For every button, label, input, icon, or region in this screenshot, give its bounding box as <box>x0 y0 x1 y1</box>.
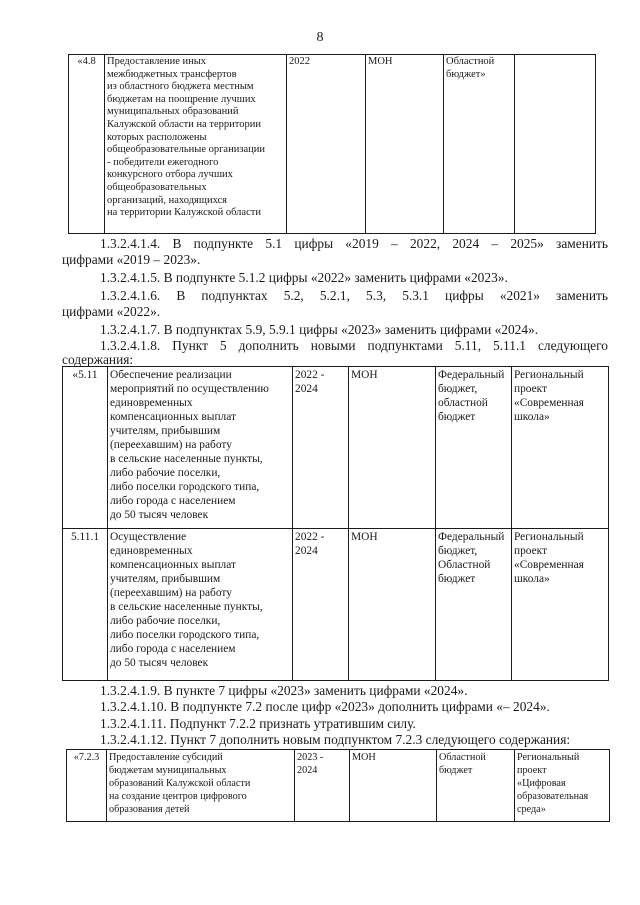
text-line: областной <box>438 397 488 409</box>
text-line: муниципальных образований <box>107 106 239 118</box>
text-line: учителям, прибывшим <box>110 573 221 585</box>
text-line: из областного бюджета местным <box>107 81 254 93</box>
item-description <box>108 367 293 529</box>
item-executor: МОН <box>349 529 436 681</box>
text-line: до 50 тысяч человек <box>110 509 209 521</box>
table-row <box>63 529 609 681</box>
text-line: Областной <box>438 559 491 571</box>
text-line: школа» <box>514 411 550 423</box>
text-line: Предоставление иных <box>107 56 207 67</box>
text-line: межбюджетных трансфертов <box>107 68 237 80</box>
paragraph-continuation: цифрами «2019 – 2023». <box>62 252 201 267</box>
text-line: Осуществление <box>110 531 187 543</box>
text-line: 2024 <box>295 545 318 557</box>
text-line: учителям, прибывшим <box>110 425 221 437</box>
text-line: 2022 - <box>295 531 325 543</box>
item-description <box>108 529 293 681</box>
text-line: 2023 - <box>297 752 324 763</box>
text-line: Региональный <box>517 752 580 763</box>
item-year <box>293 367 349 529</box>
text-line: на создание центров цифрового <box>109 791 247 802</box>
item-number: «4.8 <box>69 55 105 234</box>
text-line: компенсационных выплат <box>110 411 236 423</box>
item-project <box>512 367 609 529</box>
item-number: «7.2.3 <box>67 750 107 822</box>
text-line: проект <box>517 765 547 776</box>
text-line: образования детей <box>109 804 190 815</box>
text-line: Региональный <box>514 531 584 543</box>
item-executor: МОН <box>366 55 444 234</box>
item-year: 2022 <box>287 55 366 234</box>
item-description <box>105 55 287 234</box>
text-line: единовременных <box>110 545 193 557</box>
text-line: мероприятий по осуществлению <box>110 383 269 395</box>
item-project <box>515 55 596 234</box>
item-funding-source <box>436 529 512 681</box>
text-line: либо поселки городского типа, <box>110 481 260 493</box>
text-line: среда» <box>517 804 546 815</box>
item-project <box>512 529 609 681</box>
item-funding-source <box>437 750 515 822</box>
paragraph-1-3-2-4-1-6: 1.3.2.4.1.6. В подпунктах 5.2, 5.2.1, 5.3, 5.3.1 цифры «2021» заменить <box>100 288 608 303</box>
item-year <box>293 529 349 681</box>
text-line: Федеральный <box>438 369 505 381</box>
text-line: Предоставление субсидий <box>109 752 223 763</box>
item-funding-source <box>444 55 515 234</box>
text-line: Областной <box>446 56 495 67</box>
text-line: «Современная <box>514 559 584 571</box>
paragraph-1-3-2-4-1-4: 1.3.2.4.1.4. В подпункте 5.1 цифры «2019 – 2022, 2024 – 2025» заменить <box>100 236 608 251</box>
table-item-4-8 <box>68 54 596 234</box>
text-line: школа» <box>514 573 550 585</box>
paragraph-continuation: содержания: <box>62 352 134 367</box>
item-project <box>515 750 610 822</box>
item-funding-source <box>436 367 512 529</box>
table-row <box>69 55 596 234</box>
paragraph-1-3-2-4-1-11: 1.3.2.4.1.11. Подпункт 7.2.2 признать утратившим силу. <box>100 716 416 731</box>
text-line: проект <box>514 383 548 395</box>
text-line: 2022 - <box>295 369 325 381</box>
text-line: либо рабочие поселки, <box>110 467 221 479</box>
text-line: либо города с населением <box>110 495 236 507</box>
text-line: - победители ежегодного <box>107 156 219 168</box>
table-row <box>67 750 610 822</box>
text-line: до 50 тысяч человек <box>110 657 209 669</box>
page-number: 8 <box>316 30 324 45</box>
text-line: Обеспечение реализации <box>110 369 232 381</box>
item-number: «5.11 <box>63 367 108 529</box>
paragraph-1-3-2-4-1-7: 1.3.2.4.1.7. В подпунктах 5.9, 5.9.1 цифры «2023» заменить цифрами «2024». <box>100 322 539 337</box>
text-line: конкурсного отбора лучших <box>107 169 233 181</box>
text-line: образований Калужской области <box>109 778 251 789</box>
text-line: бюджет <box>439 765 473 776</box>
text-line: проект <box>514 545 548 557</box>
text-line: бюджет» <box>446 68 486 80</box>
text-line: Региональный <box>514 369 584 381</box>
text-line: «Современная <box>514 397 584 409</box>
text-line: образовательная <box>517 791 589 802</box>
text-line: бюджетам муниципальных <box>109 765 227 776</box>
text-line: бюджет, <box>438 383 478 395</box>
text-line: общеобразовательных <box>107 181 207 193</box>
text-line: в сельские населенные пункты, <box>110 453 263 465</box>
paragraph-1-3-2-4-1-12: 1.3.2.4.1.12. Пункт 7 дополнить новым подпунктом 7.2.3 следующего содержания: <box>100 732 571 747</box>
item-year <box>295 750 350 822</box>
text-line: 2024 <box>297 765 318 776</box>
text-line: Федеральный <box>438 531 505 543</box>
text-line: организаций, находящихся <box>107 194 228 206</box>
text-line: единовременных <box>110 397 193 409</box>
item-number: 5.11.1 <box>63 529 108 681</box>
paragraph-1-3-2-4-1-10: 1.3.2.4.1.10. В подпункте 7.2 после цифр «2023» дополнить цифрами «– 2024». <box>100 699 550 714</box>
text-line: компенсационных выплат <box>110 559 236 571</box>
item-description <box>107 750 295 822</box>
paragraph-continuation: цифрами «2022». <box>62 304 161 319</box>
table-item-5-11 <box>62 366 609 681</box>
text-line: бюджет, <box>438 545 478 557</box>
paragraph-1-3-2-4-1-5: 1.3.2.4.1.5. В подпункте 5.1.2 цифры «2022» заменить цифрами «2023». <box>100 270 508 285</box>
text-line: (переехавшим) на работу <box>110 439 232 451</box>
paragraph-1-3-2-4-1-9: 1.3.2.4.1.9. В пункте 7 цифры «2023» заменить цифрами «2024». <box>100 683 468 698</box>
table-item-7-2-3 <box>66 749 610 822</box>
text-line: на территории Калужской области <box>107 207 261 219</box>
text-line: либо рабочие поселки, <box>110 615 221 627</box>
text-line: бюджет <box>438 411 476 423</box>
text-line: бюджетам на поощрение лучших <box>107 93 256 105</box>
table-row <box>63 367 609 529</box>
text-line: либо поселки городского типа, <box>110 629 260 641</box>
text-line: общеобразовательные организации <box>107 144 265 156</box>
text-line: либо города с населением <box>110 643 236 655</box>
item-executor: МОН <box>349 367 436 529</box>
text-line: бюджет <box>438 573 476 585</box>
text-line: которых расположены <box>107 131 207 143</box>
text-line: в сельские населенные пункты, <box>110 601 263 613</box>
text-line: (переехавшим) на работу <box>110 587 232 599</box>
text-line: Областной <box>439 752 486 763</box>
text-line: «Цифровая <box>517 778 566 789</box>
paragraph-1-3-2-4-1-8: 1.3.2.4.1.8. Пункт 5 дополнить новыми подпунктами 5.11, 5.11.1 следующего <box>100 338 608 353</box>
text-line: Калужской области на территории <box>107 118 261 130</box>
item-executor: МОН <box>350 750 437 822</box>
text-line: 2024 <box>295 383 318 395</box>
